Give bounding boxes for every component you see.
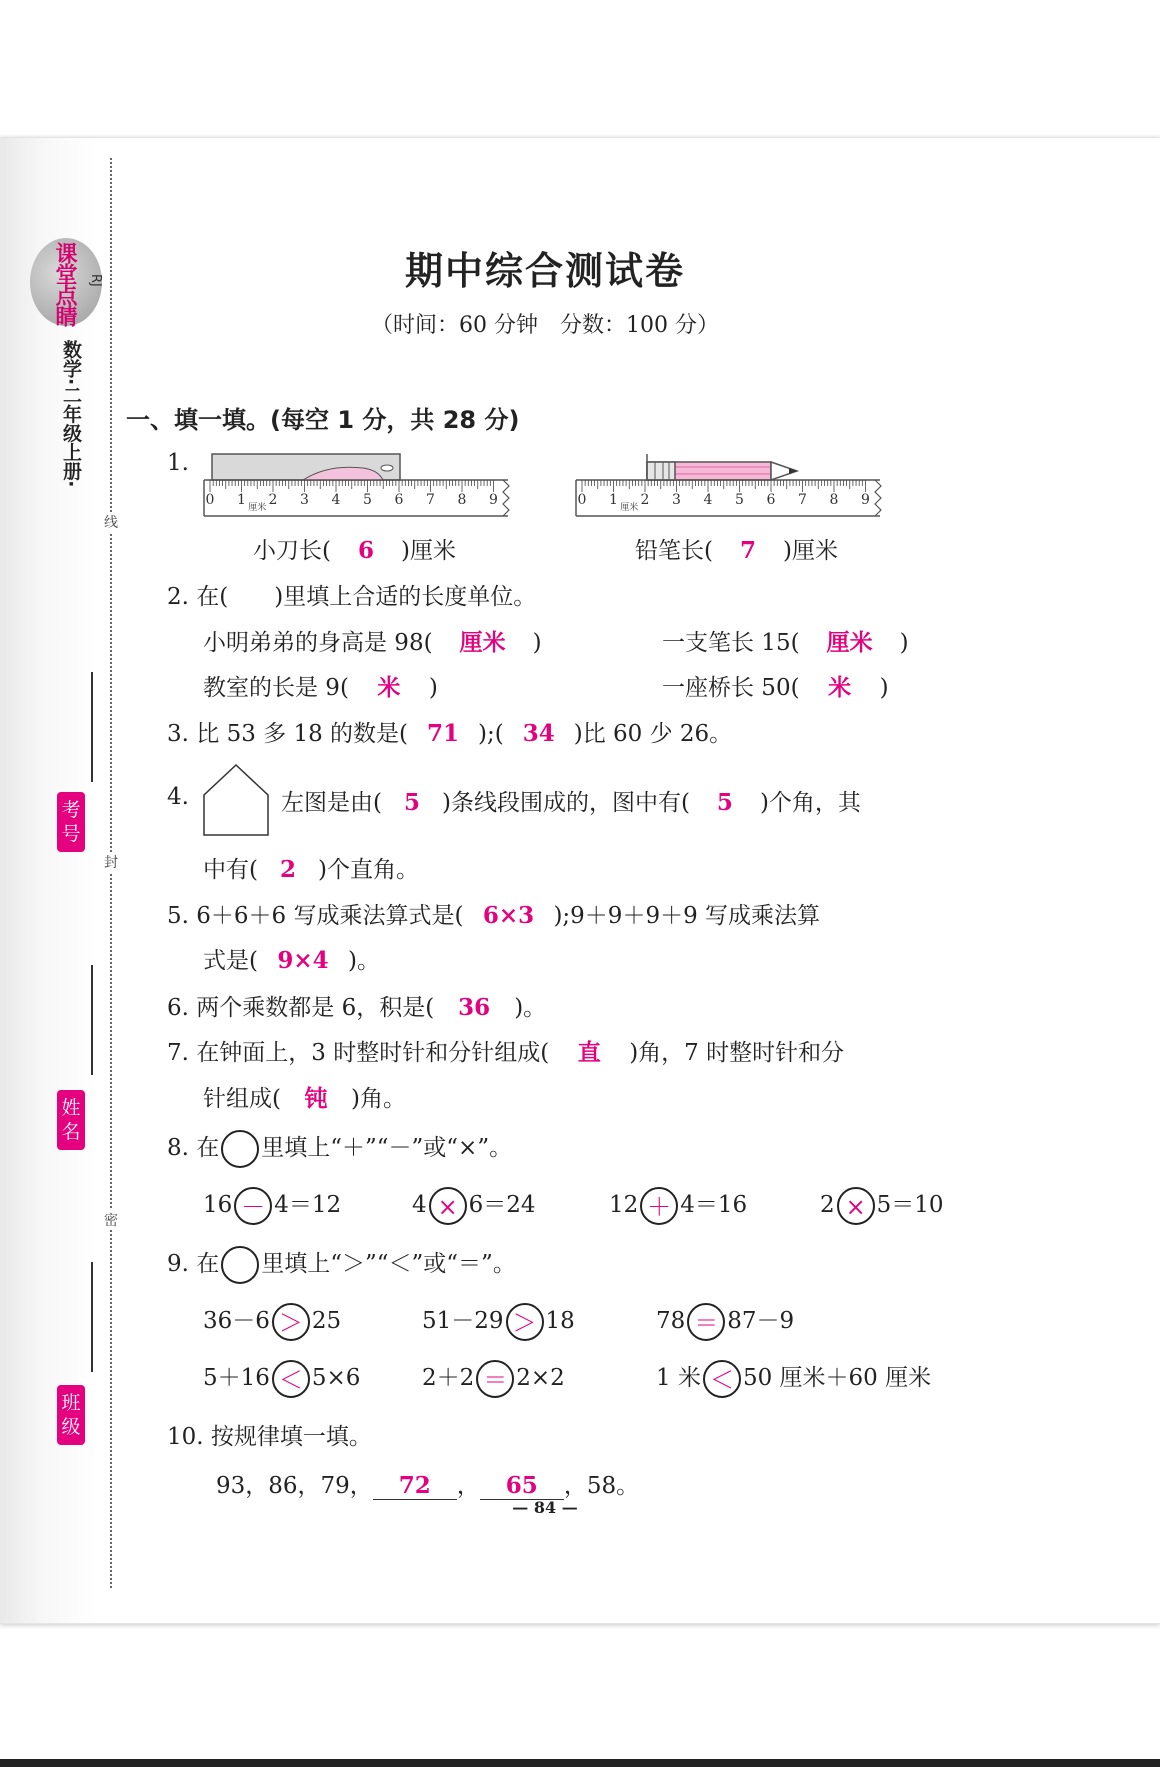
q5-answer-1: 6×3: [482, 902, 535, 929]
pentagon-figure: [202, 763, 272, 837]
q5-answer-2: 9×4: [277, 947, 329, 974]
q4-suffix: )个角，其: [759, 790, 861, 816]
q4-number: 4.: [167, 784, 189, 810]
q9-compare-circle: ＞: [272, 1303, 310, 1341]
q3-answer-2: 34: [522, 720, 555, 747]
q9-compare-circle: ＝: [476, 1360, 514, 1398]
q9-row2-item-2: [422, 1359, 565, 1398]
q8-operator-circle: －: [234, 1187, 272, 1225]
q9-compare-circle: ＝: [687, 1303, 725, 1341]
q2-d-prefix: 一座桥长 50(: [662, 675, 800, 701]
q10-suffix: ，58。: [563, 1473, 640, 1499]
q8-item-4: [820, 1186, 944, 1225]
q2-a-suffix: ): [532, 630, 542, 656]
ruler-break-edge: [875, 480, 881, 516]
q2-b-suffix: ): [899, 630, 909, 656]
q5-line2-prefix: 式是(: [203, 948, 258, 974]
q9-item-right: 5×6: [311, 1365, 361, 1391]
q9-row1-item-3: [656, 1302, 794, 1341]
banji-write-line: [91, 1262, 93, 1372]
q4-line-1: [281, 784, 861, 817]
ruler-tick-label: 2: [640, 492, 650, 508]
q9-compare-circle: ＞: [506, 1303, 544, 1341]
q9-item-right: 2×2: [516, 1365, 565, 1391]
edition-label: RJ: [88, 274, 103, 287]
q9-row1-item-1: [203, 1302, 341, 1341]
pencil-ruler-ticks: [578, 480, 881, 516]
q3-answer-1: 71: [427, 720, 460, 747]
ruler-tick-label: 2: [268, 492, 278, 508]
q8-item-right: 4＝16: [680, 1192, 748, 1218]
q8-item-right: 4＝12: [274, 1192, 342, 1218]
q8-operator-circle: ×: [837, 1187, 875, 1225]
ruler-tick-label: 4: [331, 492, 341, 508]
q9-row1-item-2: [422, 1302, 575, 1341]
q1-knife-prefix: 小刀长(: [253, 538, 331, 564]
ruler-tick-label: 5: [363, 492, 372, 508]
label-banji: 班级: [57, 1385, 85, 1445]
q8-item-2: [412, 1186, 536, 1225]
q10-sequence: [216, 1467, 639, 1500]
q9-item-left: 5＋16: [203, 1365, 270, 1391]
q8-item-left: 4: [412, 1192, 427, 1218]
ruler-tick-label: 8: [457, 492, 467, 508]
empty-circle-icon: [221, 1130, 259, 1168]
xingming-write-line: [91, 965, 93, 1075]
q10-answer-2: 65: [505, 1472, 538, 1499]
q8-item-right: 5＝10: [876, 1192, 944, 1218]
q6-prefix: 6. 两个乘数都是 6，积是(: [167, 995, 435, 1021]
q8-item-left: 12: [609, 1192, 639, 1218]
q9-row2-item-1: [203, 1359, 360, 1398]
binding-word-xian: 线: [104, 512, 118, 532]
q7-line2-suffix: )角。: [350, 1086, 406, 1112]
q4-answer-3: 2: [279, 856, 296, 883]
binding-word-mi: 密: [104, 1210, 118, 1230]
q8-operator-circle: ＋: [640, 1187, 678, 1225]
label-xingming: 姓名: [57, 1090, 85, 1150]
q9-prefix: 9. 在: [167, 1251, 220, 1277]
q10-prefix: 93，86，79，: [216, 1473, 373, 1499]
section-heading: 一、填一填。(每空 1 分，共 28 分): [126, 406, 520, 434]
brand-logo-text: 课堂点睛: [52, 242, 77, 326]
q1-pencil-answer: 7: [739, 537, 756, 564]
page-subtitle: （时间：60 分钟 分数：100 分）: [371, 313, 719, 338]
ruler-tick-label: 7: [426, 492, 435, 508]
q8-item-1: [203, 1186, 341, 1225]
q1-pencil-suffix: )厘米: [782, 538, 838, 564]
ruler-tick-label: 4: [703, 492, 713, 508]
ruler-tick-label: 6: [394, 492, 404, 508]
ruler-tick-label: 9: [861, 492, 870, 508]
q8-prompt: [167, 1129, 512, 1168]
q1-pencil-prefix: 铅笔长(: [635, 538, 713, 564]
knife-ruler-figure: [203, 452, 515, 518]
q1-knife-suffix: )厘米: [400, 538, 456, 564]
q5-line-2: [203, 942, 380, 975]
q2-a-prefix: 小明弟弟的身高是 98(: [203, 630, 433, 656]
q2-a-answer: 厘米: [459, 629, 506, 656]
q6-line: [167, 989, 546, 1022]
q8-item-right: 6＝24: [468, 1192, 536, 1218]
q9-item-right: 25: [311, 1308, 342, 1334]
q9-item-left: 51－29: [422, 1308, 504, 1334]
q8-prefix: 8. 在: [167, 1135, 220, 1161]
q4-answer-2: 5: [716, 789, 733, 816]
q7-line-1: [167, 1034, 844, 1067]
q4-line2-prefix: 中有(: [203, 857, 258, 883]
q5-line2-suffix: )。: [347, 948, 380, 974]
q2-item-a: [203, 624, 542, 657]
q2-prompt: 2. 在( )里填上合适的长度单位。: [167, 584, 537, 610]
q9-item-right: 50 厘米＋60 厘米: [742, 1365, 932, 1391]
ruler-tick-label: 7: [798, 492, 807, 508]
screen-bottom-bar: [0, 1759, 1160, 1767]
q7-prefix: 7. 在钟面上，3 时整时针和分针组成(: [167, 1040, 550, 1066]
q1-pencil-line: [635, 532, 838, 565]
ruler-tick-label: 0: [205, 492, 215, 508]
q7-middle: )角，7 时整时针和分: [629, 1040, 845, 1066]
q3-prefix: 3. 比 53 多 18 的数是(: [167, 721, 409, 747]
book-title: 数学·二年级上册·: [60, 340, 82, 488]
q9-compare-circle: ＜: [272, 1360, 310, 1398]
q2-c-prefix: 教室的长是 9(: [203, 675, 349, 701]
page-number: — 84 —: [512, 1498, 578, 1517]
q9-item-left: 36－6: [203, 1308, 270, 1334]
q9-suffix: 里填上“＞”“＜”或“＝”。: [261, 1251, 516, 1277]
q6-answer: 36: [458, 994, 491, 1021]
label-kaohao: 考号: [57, 792, 85, 852]
ruler-tick-label: 1: [609, 492, 618, 508]
q5-line-1: [167, 897, 820, 930]
kaohao-write-line: [91, 672, 93, 782]
q9-item-left: 78: [656, 1308, 686, 1334]
q10-separator: ，: [456, 1473, 480, 1499]
pencil-ruler-figure: [575, 452, 887, 518]
empty-circle-icon: [221, 1246, 259, 1284]
q4-prefix: 左图是由(: [281, 790, 382, 816]
q2-b-answer: 厘米: [826, 629, 873, 656]
q2-c-answer: 米: [377, 674, 401, 701]
ruler-tick-label: 0: [577, 492, 587, 508]
q8-item-left: 16: [203, 1192, 233, 1218]
q4-middle: )条线段围成的，图中有(: [441, 790, 690, 816]
q10-prompt: 10. 按规律填一填。: [167, 1424, 372, 1450]
q5-prefix: 5. 6＋6＋6 写成乘法算式是(: [167, 903, 464, 929]
q2-d-suffix: ): [879, 675, 889, 701]
q8-item-3: [609, 1186, 747, 1225]
ruler-unit-label: 厘米: [620, 503, 639, 513]
q4-line-2: [203, 851, 419, 884]
q7-line2-prefix: 针组成(: [203, 1086, 281, 1112]
q2-d-answer: 米: [828, 674, 852, 701]
q8-operator-circle: ×: [429, 1187, 467, 1225]
q3-middle: );(: [478, 721, 504, 747]
q7-line-2: [203, 1080, 406, 1113]
ruler-tick-label: 1: [237, 492, 246, 508]
q10-answer-1: 72: [398, 1472, 431, 1499]
q9-item-right: 18: [545, 1308, 575, 1334]
q2-c-suffix: ): [428, 675, 438, 701]
q8-suffix: 里填上“＋”“－”或“×”。: [261, 1135, 513, 1161]
ruler-tick-label: 6: [766, 492, 776, 508]
binding-word-feng: 封: [104, 852, 118, 872]
q7-answer-2: 钝: [304, 1085, 328, 1112]
q3-suffix: )比 60 少 26。: [573, 721, 733, 747]
q2-item-b: [662, 624, 909, 657]
q9-item-left: 1 米: [656, 1365, 701, 1391]
q4-answer-1: 5: [403, 789, 420, 816]
binding-dotted-line: [110, 158, 112, 1588]
ruler-tick-label: 3: [672, 492, 681, 508]
q9-prompt: [167, 1245, 516, 1284]
q7-answer-1: 直: [577, 1039, 601, 1066]
q1-number: 1.: [167, 450, 189, 476]
q9-compare-circle: ＜: [703, 1360, 741, 1398]
q8-item-left: 2: [820, 1192, 835, 1218]
ruler-unit-label: 厘米: [248, 503, 267, 513]
q3-line: [167, 715, 732, 748]
ruler-break-edge: [503, 480, 509, 516]
page-title: 期中综合测试卷: [404, 248, 685, 293]
q9-item-left: 2＋2: [422, 1365, 475, 1391]
ruler-tick-label: 9: [489, 492, 498, 508]
ruler-tick-label: 3: [300, 492, 309, 508]
q9-item-right: 87－9: [727, 1308, 795, 1334]
q6-suffix: )。: [514, 995, 547, 1021]
q4-line2-suffix: )个直角。: [317, 857, 419, 883]
ruler-tick-label: 5: [735, 492, 744, 508]
q1-knife-line: [253, 532, 456, 565]
q2-b-prefix: 一支笔长 15(: [662, 630, 800, 656]
worksheet-page: [0, 137, 1160, 1624]
q2-item-d: [662, 669, 889, 702]
q1-knife-answer: 6: [357, 537, 374, 564]
knife-ruler-ticks: [206, 480, 509, 516]
q5-middle: );9＋9＋9＋9 写成乘法算: [553, 903, 821, 929]
q2-item-c: [203, 669, 438, 702]
q9-row2-item-3: [656, 1359, 931, 1398]
ruler-tick-label: 8: [829, 492, 839, 508]
